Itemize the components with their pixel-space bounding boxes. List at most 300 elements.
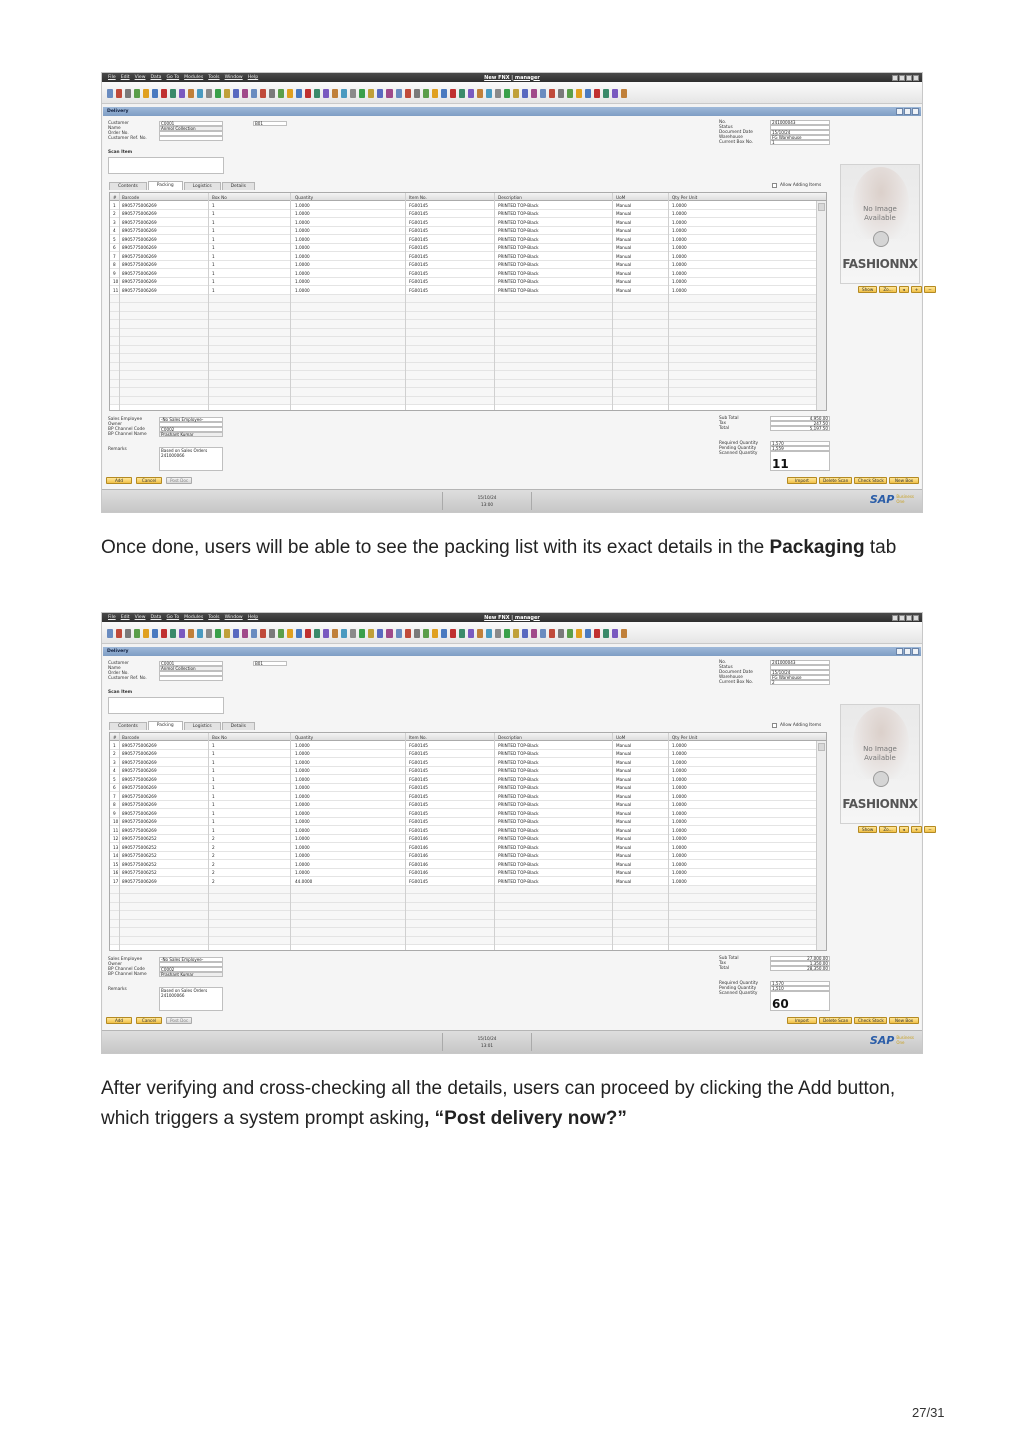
- toolbar-icon[interactable]: [477, 629, 483, 638]
- toolbar-icon[interactable]: [405, 89, 411, 98]
- toolbar-icon[interactable]: [603, 89, 609, 98]
- table-row[interactable]: [110, 758, 816, 767]
- import-button[interactable]: Import: [787, 477, 817, 484]
- toolbar-icon[interactable]: [432, 89, 438, 98]
- uom-cell[interactable]: Manual: [616, 759, 632, 765]
- description-cell[interactable]: PRINTED TOP-Black: [498, 819, 539, 824]
- box-no-cell[interactable]: 1: [212, 793, 215, 799]
- new-box-button[interactable]: New Box: [889, 477, 919, 484]
- box-no-cell[interactable]: 1: [212, 236, 215, 242]
- tab-details[interactable]: Details: [222, 182, 255, 190]
- item-no-cell[interactable]: FG00145: [409, 768, 428, 773]
- box-no-cell[interactable]: 2: [212, 853, 215, 858]
- table-row[interactable]: [110, 894, 816, 903]
- uom-cell[interactable]: Manual: [616, 751, 632, 756]
- table-row[interactable]: [110, 826, 816, 835]
- toolbar-icon[interactable]: [612, 629, 618, 638]
- qty-per-unit-cell[interactable]: 1.0000: [672, 836, 687, 841]
- qty-per-unit-cell[interactable]: 1.0000: [672, 861, 687, 867]
- table-row[interactable]: [110, 244, 816, 253]
- show-image-button[interactable]: Show: [858, 826, 877, 833]
- toolbar-icon[interactable]: [368, 629, 374, 638]
- toolbar-icon[interactable]: [396, 89, 402, 98]
- restore-icon[interactable]: [906, 615, 912, 621]
- box-no-cell[interactable]: 1: [212, 228, 215, 233]
- qty-per-unit-cell[interactable]: 1.0000: [672, 853, 687, 858]
- table-row[interactable]: [110, 252, 816, 261]
- remarks-field[interactable]: [159, 987, 223, 1011]
- box-no-cell[interactable]: 1: [212, 219, 215, 225]
- col-header-index[interactable]: #: [113, 194, 117, 200]
- table-row[interactable]: [110, 388, 816, 397]
- box-no-cell[interactable]: 2: [212, 861, 215, 867]
- col-header-barcode[interactable]: Barcode: [122, 194, 140, 200]
- toolbar-icon[interactable]: [116, 89, 122, 98]
- uom-cell[interactable]: Manual: [616, 853, 632, 858]
- item-no-cell[interactable]: FG00145: [409, 878, 428, 884]
- doc-no-field[interactable]: 241000043: [770, 660, 830, 665]
- quantity-cell[interactable]: 1.0000: [295, 253, 310, 259]
- menu-grid-icon[interactable]: [892, 75, 898, 81]
- description-cell[interactable]: PRINTED TOP-Black: [498, 279, 539, 284]
- total-field[interactable]: 5,197.50: [770, 426, 830, 431]
- uom-cell[interactable]: Manual: [616, 810, 632, 816]
- item-no-cell[interactable]: FG00145: [409, 279, 428, 284]
- toolbar-icon[interactable]: [125, 89, 131, 98]
- tab-logistics[interactable]: Logistics: [184, 722, 221, 730]
- form-maximize-icon[interactable]: [904, 648, 911, 655]
- barcode-cell[interactable]: 8905775006252: [122, 844, 157, 850]
- form-close-icon[interactable]: [912, 648, 919, 655]
- item-no-cell[interactable]: FG00145: [409, 785, 428, 790]
- box-no-cell[interactable]: 2: [212, 836, 215, 841]
- table-row[interactable]: [110, 346, 816, 355]
- menu-file[interactable]: File: [108, 74, 116, 80]
- check-stock-button[interactable]: Check Stock: [854, 477, 887, 484]
- form-minimize-icon[interactable]: [896, 648, 903, 655]
- toolbar-icon[interactable]: [251, 89, 257, 98]
- toolbar-icon[interactable]: [377, 89, 383, 98]
- toolbar-icon[interactable]: [350, 89, 356, 98]
- barcode-cell[interactable]: 8905775006269: [122, 810, 157, 816]
- box-no-cell[interactable]: 1: [212, 819, 215, 824]
- menu-tools[interactable]: Tools: [208, 614, 220, 620]
- table-row[interactable]: [110, 741, 816, 750]
- toolbar-icon[interactable]: [134, 629, 140, 638]
- remove-image-icon[interactable]: −: [924, 826, 936, 833]
- toolbar-icon[interactable]: [468, 89, 474, 98]
- quantity-cell[interactable]: 1.0000: [295, 802, 310, 807]
- toolbar-icon[interactable]: [486, 629, 492, 638]
- show-image-button[interactable]: Show: [858, 286, 877, 293]
- item-no-cell[interactable]: FG00145: [409, 270, 428, 276]
- toolbar-icon[interactable]: [432, 629, 438, 638]
- description-cell[interactable]: PRINTED TOP-Black: [498, 253, 539, 259]
- import-button[interactable]: Import: [787, 1017, 817, 1024]
- quantity-cell[interactable]: 1.0000: [295, 219, 310, 225]
- quantity-cell[interactable]: 1.0000: [295, 844, 310, 850]
- menu-data[interactable]: Data: [150, 614, 162, 620]
- box-no-cell[interactable]: 1: [212, 759, 215, 765]
- qty-per-unit-cell[interactable]: 1.0000: [672, 262, 687, 267]
- description-cell[interactable]: PRINTED TOP-Black: [498, 878, 539, 884]
- description-cell[interactable]: PRINTED TOP-Black: [498, 776, 539, 782]
- box-no-cell[interactable]: 1: [212, 802, 215, 807]
- quantity-cell[interactable]: 1.0000: [295, 751, 310, 756]
- quantity-cell[interactable]: 1.0000: [295, 768, 310, 773]
- toolbar-icon[interactable]: [332, 629, 338, 638]
- toolbar-icon[interactable]: [396, 629, 402, 638]
- toolbar-icon[interactable]: [323, 89, 329, 98]
- qty-per-unit-cell[interactable]: 1.0000: [672, 844, 687, 850]
- qty-per-unit-cell[interactable]: 1.0000: [672, 245, 687, 250]
- uom-cell[interactable]: Manual: [616, 270, 632, 276]
- menu-view[interactable]: View: [134, 614, 146, 620]
- barcode-cell[interactable]: 8905775006269: [122, 211, 157, 216]
- tab-contents[interactable]: Contents: [109, 182, 147, 190]
- toolbar-icon[interactable]: [549, 89, 555, 98]
- barcode-cell[interactable]: 8905775006269: [122, 742, 157, 748]
- box-no-field[interactable]: 2: [770, 680, 830, 685]
- box-no-field[interactable]: 1: [770, 140, 830, 145]
- uom-cell[interactable]: Manual: [616, 802, 632, 807]
- toolbar-icon[interactable]: [414, 89, 420, 98]
- uom-cell[interactable]: Manual: [616, 742, 632, 748]
- box-no-cell[interactable]: 1: [212, 253, 215, 259]
- barcode-cell[interactable]: 8905775006269: [122, 793, 157, 799]
- col-header-qty-per-unit[interactable]: Qty Per Unit: [672, 194, 698, 200]
- quantity-cell[interactable]: 1.0000: [295, 819, 310, 824]
- quantity-cell[interactable]: 1.0000: [295, 211, 310, 216]
- uom-cell[interactable]: Manual: [616, 262, 632, 267]
- tab-packing[interactable]: Packing: [148, 721, 183, 730]
- quantity-cell[interactable]: 1.0000: [295, 853, 310, 858]
- toolbar-icon[interactable]: [116, 629, 122, 638]
- table-row[interactable]: [110, 928, 816, 937]
- uom-cell[interactable]: Manual: [616, 793, 632, 799]
- table-row[interactable]: [110, 397, 816, 406]
- qty-per-unit-cell[interactable]: 1.0000: [672, 742, 687, 748]
- toolbar-icon[interactable]: [450, 89, 456, 98]
- quantity-cell[interactable]: 1.0000: [295, 279, 310, 284]
- item-no-cell[interactable]: FG00145: [409, 819, 428, 824]
- sales-employee-select[interactable]: -No Sales Employee-: [159, 957, 223, 962]
- name-field[interactable]: Anmol Collection: [159, 666, 223, 671]
- table-row[interactable]: [110, 354, 816, 363]
- description-cell[interactable]: PRINTED TOP-Black: [498, 219, 539, 225]
- toolbar-icon[interactable]: [423, 629, 429, 638]
- menu-modules[interactable]: Modules: [184, 74, 204, 80]
- qty-per-unit-cell[interactable]: 1.0000: [672, 827, 687, 833]
- tab-details[interactable]: Details: [222, 722, 255, 730]
- table-row[interactable]: [110, 775, 816, 784]
- description-cell[interactable]: PRINTED TOP-Black: [498, 844, 539, 850]
- toolbar-icon[interactable]: [576, 629, 582, 638]
- toolbar-icon[interactable]: [513, 629, 519, 638]
- toolbar-icon[interactable]: [170, 629, 176, 638]
- toolbar-icon[interactable]: [152, 629, 158, 638]
- toolbar-icon[interactable]: [206, 629, 212, 638]
- toolbar-icon[interactable]: [359, 629, 365, 638]
- table-row[interactable]: [110, 767, 816, 776]
- toolbar-icon[interactable]: [323, 629, 329, 638]
- table-row[interactable]: [110, 363, 816, 372]
- delete-scan-button[interactable]: Delete Scan: [819, 477, 852, 484]
- item-no-cell[interactable]: FG00146: [409, 861, 428, 867]
- uom-cell[interactable]: Manual: [616, 878, 632, 884]
- table-row[interactable]: [110, 371, 816, 380]
- table-row[interactable]: [110, 320, 816, 329]
- description-cell[interactable]: PRINTED TOP-Black: [498, 861, 539, 867]
- box-no-cell[interactable]: 2: [212, 844, 215, 850]
- item-no-cell[interactable]: FG00145: [409, 219, 428, 225]
- table-row[interactable]: [110, 380, 816, 389]
- qty-per-unit-cell[interactable]: 1.0000: [672, 759, 687, 765]
- toolbar-icon[interactable]: [143, 629, 149, 638]
- table-row[interactable]: [110, 750, 816, 759]
- barcode-cell[interactable]: 8905775006269: [122, 270, 157, 276]
- toolbar-icon[interactable]: [242, 629, 248, 638]
- table-row[interactable]: [110, 886, 816, 895]
- prev-image-icon[interactable]: ◂: [899, 826, 909, 833]
- barcode-cell[interactable]: 8905775006269: [122, 819, 157, 824]
- qty-per-unit-cell[interactable]: 1.0000: [672, 287, 687, 293]
- prev-image-icon[interactable]: ◂: [899, 286, 909, 293]
- col-header-box-no[interactable]: Box No: [212, 734, 227, 740]
- table-row[interactable]: [110, 329, 816, 338]
- item-no-cell[interactable]: FG00145: [409, 211, 428, 216]
- uom-cell[interactable]: Manual: [616, 836, 632, 841]
- scrollbar-thumb[interactable]: [818, 203, 825, 211]
- box-no-cell[interactable]: 1: [212, 768, 215, 773]
- toolbar-icon[interactable]: [386, 89, 392, 98]
- table-row[interactable]: [110, 860, 816, 869]
- remove-image-icon[interactable]: −: [924, 286, 936, 293]
- description-cell[interactable]: PRINTED TOP-Black: [498, 287, 539, 293]
- menu-window[interactable]: Window: [224, 74, 243, 80]
- quantity-cell[interactable]: 1.0000: [295, 228, 310, 233]
- box-no-cell[interactable]: 1: [212, 279, 215, 284]
- toolbar-icon[interactable]: [107, 629, 113, 638]
- toolbar-icon[interactable]: [531, 629, 537, 638]
- uom-cell[interactable]: Manual: [616, 844, 632, 850]
- barcode-cell[interactable]: 8905775006252: [122, 836, 157, 841]
- quantity-cell[interactable]: 1.0000: [295, 810, 310, 816]
- scrollbar-thumb[interactable]: [818, 743, 825, 751]
- toolbar-icon[interactable]: [152, 89, 158, 98]
- item-no-cell[interactable]: FG00145: [409, 742, 428, 748]
- toolbar-icon[interactable]: [296, 89, 302, 98]
- uom-cell[interactable]: Manual: [616, 776, 632, 782]
- toolbar-icon[interactable]: [305, 629, 311, 638]
- zoom-button[interactable]: Zo...: [879, 826, 896, 833]
- box-no-cell[interactable]: 1: [212, 211, 215, 216]
- qty-per-unit-cell[interactable]: 1.0000: [672, 253, 687, 259]
- cancel-button[interactable]: Cancel: [136, 477, 162, 484]
- box-no-cell[interactable]: 1: [212, 751, 215, 756]
- description-cell[interactable]: PRINTED TOP-Black: [498, 759, 539, 765]
- toolbar-icon[interactable]: [188, 89, 194, 98]
- table-row[interactable]: [110, 269, 816, 278]
- table-row[interactable]: [110, 809, 816, 818]
- minimize-icon[interactable]: [899, 615, 905, 621]
- toolbar-icon[interactable]: [233, 629, 239, 638]
- barcode-cell[interactable]: 8905775006269: [122, 802, 157, 807]
- description-cell[interactable]: PRINTED TOP-Black: [498, 236, 539, 242]
- delete-scan-button[interactable]: Delete Scan: [819, 1017, 852, 1024]
- qty-per-unit-cell[interactable]: 1.0000: [672, 751, 687, 756]
- col-header-uom[interactable]: UoM: [616, 194, 626, 200]
- col-header-uom[interactable]: UoM: [616, 734, 626, 740]
- menu-data[interactable]: Data: [150, 74, 162, 80]
- uom-cell[interactable]: Manual: [616, 870, 632, 875]
- barcode-cell[interactable]: 8905775006269: [122, 262, 157, 267]
- description-cell[interactable]: PRINTED TOP-Black: [498, 202, 539, 208]
- menu-edit[interactable]: Edit: [120, 74, 130, 80]
- uom-cell[interactable]: Manual: [616, 211, 632, 216]
- qty-per-unit-cell[interactable]: 1.0000: [672, 768, 687, 773]
- toolbar-icon[interactable]: [585, 629, 591, 638]
- zoom-button[interactable]: Zo...: [879, 286, 896, 293]
- allow-adding-checkbox[interactable]: [772, 723, 777, 728]
- toolbar-icon[interactable]: [377, 629, 383, 638]
- uom-cell[interactable]: Manual: [616, 861, 632, 867]
- toolbar-icon[interactable]: [143, 89, 149, 98]
- item-no-cell[interactable]: FG00145: [409, 802, 428, 807]
- col-header-item-no[interactable]: Item No.: [409, 734, 427, 740]
- table-row[interactable]: [110, 903, 816, 912]
- toolbar-icon[interactable]: [558, 629, 564, 638]
- item-no-cell[interactable]: FG00145: [409, 776, 428, 782]
- doc-date-field[interactable]: 15/10/24: [770, 130, 830, 135]
- toolbar-icon[interactable]: [368, 89, 374, 98]
- description-cell[interactable]: PRINTED TOP-Black: [498, 870, 539, 875]
- add-button[interactable]: Add: [106, 1017, 132, 1024]
- qty-per-unit-cell[interactable]: 1.0000: [672, 802, 687, 807]
- box-no-cell[interactable]: 2: [212, 878, 215, 884]
- qty-per-unit-cell[interactable]: 1.0000: [672, 211, 687, 216]
- toolbar-icon[interactable]: [296, 629, 302, 638]
- item-no-cell[interactable]: FG00145: [409, 759, 428, 765]
- col-header-qty-per-unit[interactable]: Qty Per Unit: [672, 734, 698, 740]
- toolbar-icon[interactable]: [260, 89, 266, 98]
- toolbar-icon[interactable]: [179, 89, 185, 98]
- uom-cell[interactable]: Manual: [616, 819, 632, 824]
- table-row[interactable]: [110, 303, 816, 312]
- bp-channel-code-field[interactable]: C0002: [159, 427, 223, 432]
- item-no-cell[interactable]: FG00145: [409, 253, 428, 259]
- box-no-cell[interactable]: 1: [212, 270, 215, 276]
- cancel-button[interactable]: Cancel: [136, 1017, 162, 1024]
- barcode-cell[interactable]: 8905775006269: [122, 279, 157, 284]
- toolbar-icon[interactable]: [495, 89, 501, 98]
- toolbar-icon[interactable]: [468, 629, 474, 638]
- menu-window[interactable]: Window: [224, 614, 243, 620]
- qty-per-unit-cell[interactable]: 1.0000: [672, 870, 687, 875]
- col-header-quantity[interactable]: Quantity: [295, 194, 314, 200]
- quantity-cell[interactable]: 44.0000: [295, 878, 313, 884]
- qty-per-unit-cell[interactable]: 1.0000: [672, 202, 687, 208]
- uom-cell[interactable]: Manual: [616, 202, 632, 208]
- table-row[interactable]: [110, 818, 816, 827]
- add-button[interactable]: Add: [106, 477, 132, 484]
- tax-field[interactable]: 247.50: [770, 421, 830, 426]
- table-row[interactable]: [110, 835, 816, 844]
- uom-cell[interactable]: Manual: [616, 279, 632, 284]
- col-header-description[interactable]: Description: [498, 194, 522, 200]
- qty-per-unit-cell[interactable]: 1.0000: [672, 878, 687, 884]
- menu-goto[interactable]: Go To: [166, 74, 180, 80]
- toolbar-icon[interactable]: [314, 89, 320, 98]
- tab-packing[interactable]: Packing: [148, 181, 183, 190]
- item-no-cell[interactable]: FG00145: [409, 751, 428, 756]
- quantity-cell[interactable]: 1.0000: [295, 776, 310, 782]
- qty-per-unit-cell[interactable]: 1.0000: [672, 270, 687, 276]
- scan-item-input[interactable]: [108, 697, 224, 714]
- barcode-cell[interactable]: 8905775006269: [122, 202, 157, 208]
- tab-logistics[interactable]: Logistics: [184, 182, 221, 190]
- toolbar-icon[interactable]: [224, 629, 230, 638]
- table-row[interactable]: [110, 337, 816, 346]
- quantity-cell[interactable]: 1.0000: [295, 861, 310, 867]
- item-no-cell[interactable]: FG00145: [409, 236, 428, 242]
- description-cell[interactable]: PRINTED TOP-Black: [498, 228, 539, 233]
- box-no-cell[interactable]: 1: [212, 785, 215, 790]
- description-cell[interactable]: PRINTED TOP-Black: [498, 810, 539, 816]
- toolbar-icon[interactable]: [459, 629, 465, 638]
- barcode-cell[interactable]: 8905775006252: [122, 870, 157, 875]
- barcode-cell[interactable]: 8905775006269: [122, 776, 157, 782]
- item-no-cell[interactable]: FG00145: [409, 810, 428, 816]
- item-no-cell[interactable]: FG00145: [409, 262, 428, 267]
- toolbar-icon[interactable]: [540, 629, 546, 638]
- item-no-cell[interactable]: FG00146: [409, 870, 428, 875]
- toolbar-icon[interactable]: [513, 89, 519, 98]
- item-no-cell[interactable]: FG00145: [409, 827, 428, 833]
- box-no-cell[interactable]: 1: [212, 827, 215, 833]
- table-row[interactable]: [110, 784, 816, 793]
- table-row[interactable]: [110, 210, 816, 219]
- barcode-cell[interactable]: 8905775006269: [122, 253, 157, 259]
- sales-employee-select[interactable]: -No Sales Employee-: [159, 417, 223, 422]
- quantity-cell[interactable]: 1.0000: [295, 793, 310, 799]
- toolbar-icon[interactable]: [594, 89, 600, 98]
- doc-no-field[interactable]: 241000043: [770, 120, 830, 125]
- add-image-icon[interactable]: +: [911, 826, 923, 833]
- toolbar-icon[interactable]: [450, 629, 456, 638]
- toolbar-icon[interactable]: [540, 89, 546, 98]
- toolbar-icon[interactable]: [278, 629, 284, 638]
- qty-per-unit-cell[interactable]: 1.0000: [672, 279, 687, 284]
- toolbar-icon[interactable]: [260, 629, 266, 638]
- toolbar-icon[interactable]: [161, 629, 167, 638]
- col-header-barcode[interactable]: Barcode: [122, 734, 140, 740]
- scan-item-input[interactable]: [108, 157, 224, 174]
- quantity-cell[interactable]: 1.0000: [295, 836, 310, 841]
- menu-edit[interactable]: Edit: [120, 614, 130, 620]
- item-no-cell[interactable]: FG00145: [409, 287, 428, 293]
- description-cell[interactable]: PRINTED TOP-Black: [498, 853, 539, 858]
- item-no-cell[interactable]: FG00145: [409, 793, 428, 799]
- box-no-cell[interactable]: 1: [212, 202, 215, 208]
- new-box-button[interactable]: New Box: [889, 1017, 919, 1024]
- col-header-quantity[interactable]: Quantity: [295, 734, 314, 740]
- item-no-cell[interactable]: FG00146: [409, 853, 428, 858]
- toolbar-icon[interactable]: [549, 629, 555, 638]
- toolbar-icon[interactable]: [594, 629, 600, 638]
- pending-qty-field[interactable]: 1,559: [770, 446, 830, 451]
- toolbar-icon[interactable]: [197, 629, 203, 638]
